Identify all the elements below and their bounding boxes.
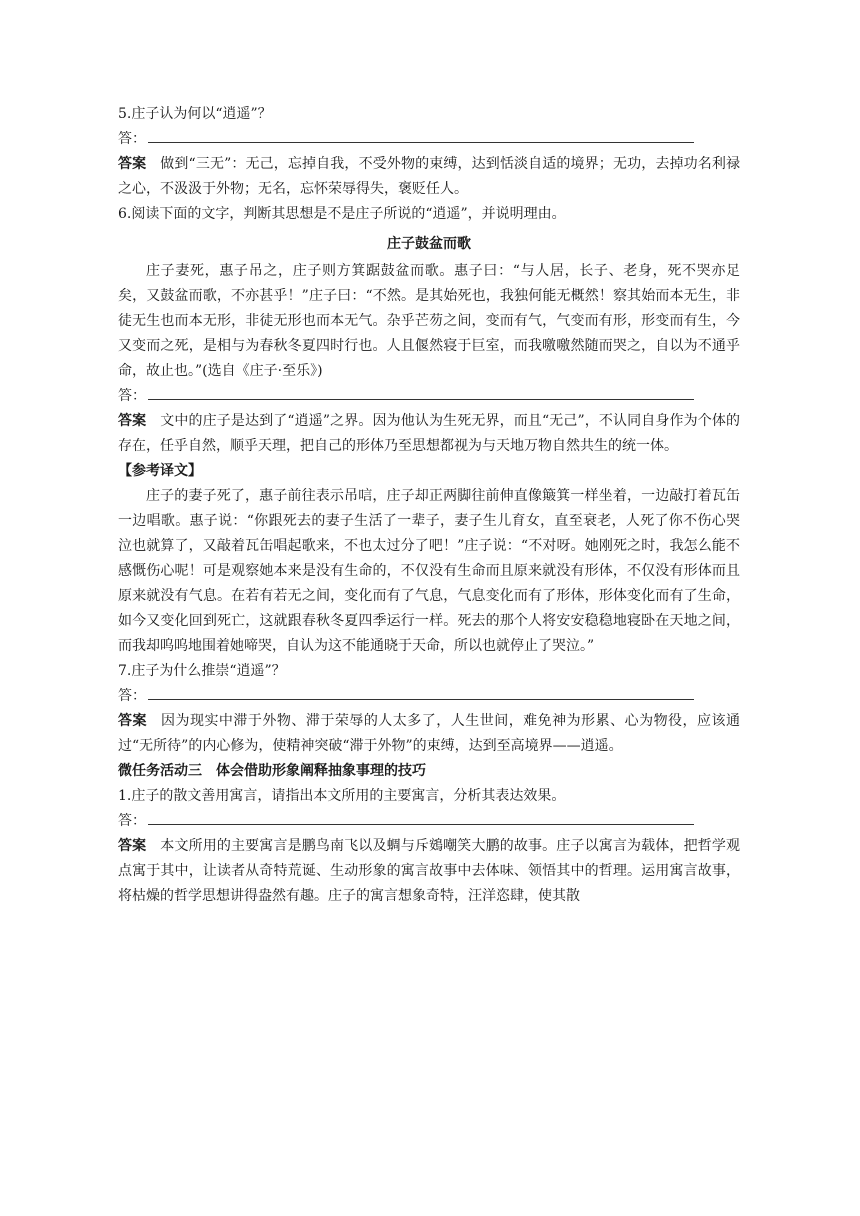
answer-prompt: 答： (118, 688, 146, 704)
answer-text: 本文所用的主要寓言是鹏鸟南飞以及蜩与斥鴳嘲笑大鹏的故事。庄子以寓言为载体，把哲学观点寓于其中，让读者从奇特荒诞、生动形象的寓言故事中去体味、领悟其中的哲理。运用寓言故事，将枯燥的哲学思想讲得盎然有趣。庄子的寓言想象奇特，汪洋恣肆，使其散 (118, 838, 741, 904)
document-content (118, 102, 740, 909)
answer-7 (118, 709, 740, 759)
answer-6 (118, 409, 740, 459)
answer-blank-6 (118, 384, 740, 409)
question-7: 7.庄子为什么推崇“逍遥”？ (118, 663, 286, 679)
question-5: 5.庄子认为何以“逍遥”？ (118, 106, 272, 122)
passage-title: 庄子鼓盆而歌 (387, 236, 471, 252)
section3-question-1: 1.庄子的散文善用寓言，请指出本文所用的主要寓言，分析其表达效果。 (118, 788, 566, 804)
answer-text: 做到“三无”：无己，忘掉自我，不受外物的束缚，达到恬淡自适的境界；无功，去掉功名利禄之心，不汲汲于外物；无名，忘怀荣辱得失，褒贬任人。 (118, 156, 741, 197)
answer-underline (148, 128, 694, 143)
answer-prompt: 答： (118, 813, 146, 829)
translation-heading: 【参考译文】 (118, 463, 202, 479)
translation-text: 庄子的妻子死了，惠子前往表示吊唁，庄子却正两脚往前伸直像簸箕一样坐着，一边敲打着瓦缶一边唱歌。惠子说：“你跟死去的妻子生活了一辈子，妻子生儿育女，直至衰老，人死了你不伤心哭泣也就算了，又敲着瓦缶唱起歌来，不也太过分了吧！”庄子说：“不对呀。她刚死之时，我怎么能不感慨伤心呢！可是观察她本来是没有生命的，不仅没有生命而且原来就没有形体，不仅没有形体而且原来就没有气息。在若有若无之间，变化而有了气息，气息变化而有了形体，形体变化而有了生命，如今又变化回到死亡，这就跟春秋冬夏四季运行一样。死去的那个人将安安稳稳地寝卧在天地之间，而我却呜呜地围着她啼哭，自认为这不能通晓于天命，所以也就停止了哭泣。” (118, 488, 740, 654)
answer-label: 答案 (118, 713, 147, 729)
section3-answer-1 (118, 834, 740, 909)
answer-blank-5 (118, 127, 740, 152)
answer-underline (148, 810, 694, 825)
answer-blank-s3-1 (118, 809, 740, 834)
answer-underline (148, 385, 694, 400)
answer-5 (118, 152, 740, 202)
passage-text: 庄子妻死，惠子吊之，庄子则方箕踞鼓盆而歌。惠子曰：“与人居，长子、老身，死不哭亦足矣，又鼓盆而歌，不亦甚乎！”庄子曰：“不然。是其始死也，我独何能无概然！察其始而本无生，非徒无生也而本无形，非徒无形也而本无气。杂乎芒芴之间，变而有气，气变而有形，形变而有生，今又变而之死，是相与为春秋冬夏四时行也。人且偃然寝于巨室，而我噭噭然随而哭之，自以为不通乎命，故止也。”(选自《庄子·至乐》) (118, 263, 740, 379)
answer-blank-7 (118, 684, 740, 709)
answer-text: 文中的庄子是达到了“逍遥”之界。因为他认为生死无界，而且“无己”，不认同自身作为个体的存在，任乎自然，顺乎天理，把自己的形体乃至思想都视为与天地万物自然共生的统一体。 (118, 413, 740, 454)
answer-label: 答案 (118, 156, 147, 172)
answer-text: 因为现实中滞于外物、滞于荣辱的人太多了，人生世间，难免神为形累、心为物役，应该通过“无所待”的内心修为，使精神突破“滞于外物”的束缚，达到至高境界——逍遥。 (118, 713, 741, 754)
section-heading: 微任务活动三 体会借助形象阐释抽象事理的技巧 (118, 763, 426, 779)
answer-underline (148, 685, 694, 700)
question-6: 6.阅读下面的文字，判断其思想是不是庄子所说的“逍遥”，并说明理由。 (118, 206, 566, 222)
answer-label: 答案 (118, 838, 147, 854)
answer-label: 答案 (118, 413, 147, 429)
answer-prompt: 答： (118, 131, 146, 147)
answer-prompt: 答： (118, 388, 146, 404)
